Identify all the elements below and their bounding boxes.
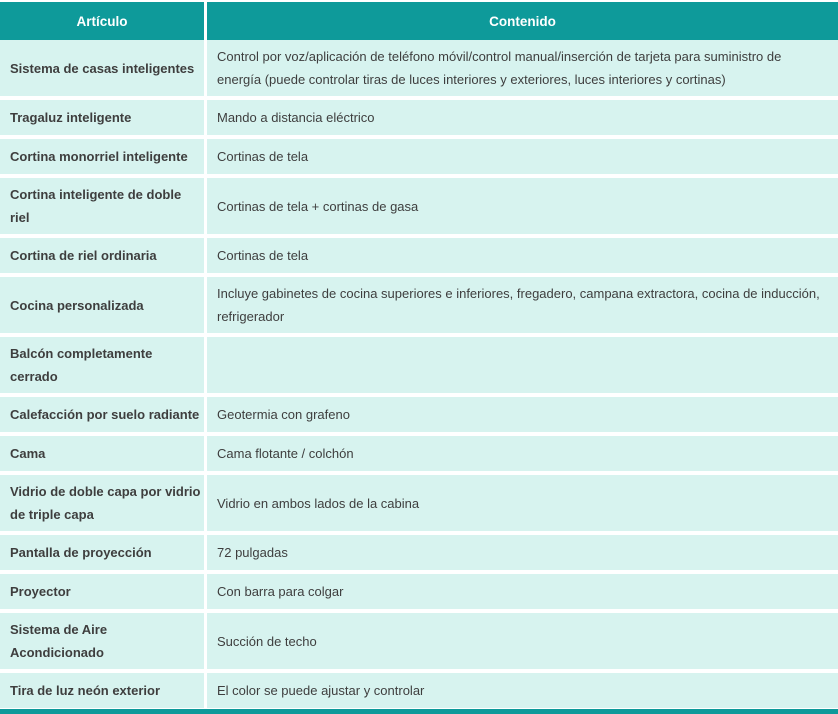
article-text: Cortina de riel ordinaria bbox=[10, 248, 157, 263]
article-cell bbox=[0, 613, 204, 669]
content-cell bbox=[207, 178, 838, 234]
content-cell bbox=[207, 574, 838, 609]
article-cell bbox=[0, 475, 204, 531]
table-row bbox=[0, 238, 838, 273]
content-text: Geotermia con grafeno bbox=[217, 407, 350, 422]
article-text: Cortina monorriel inteligente bbox=[10, 149, 188, 164]
content-cell bbox=[207, 436, 838, 471]
table-row bbox=[0, 535, 838, 570]
table-header-row bbox=[0, 2, 838, 40]
table-row bbox=[0, 673, 838, 708]
article-text: Calefacción por suelo radiante bbox=[10, 407, 200, 422]
content-text: Cortinas de tela + cortinas de gasa bbox=[217, 198, 419, 214]
article-text: Cocina personalizada bbox=[10, 297, 144, 313]
article-cell bbox=[0, 277, 204, 333]
content-text: Cortinas de tela bbox=[217, 149, 309, 164]
table-row bbox=[0, 337, 838, 393]
article-text: Cama bbox=[10, 446, 46, 461]
table-row bbox=[0, 397, 838, 432]
content-cell bbox=[207, 613, 838, 669]
content-text: Mando a distancia eléctrico bbox=[217, 110, 375, 125]
article-text: Proyector bbox=[10, 584, 71, 599]
article-cell bbox=[0, 40, 204, 96]
article-cell bbox=[0, 574, 204, 609]
article-text: Sistema de casas inteligentes bbox=[10, 60, 195, 76]
article-cell bbox=[0, 337, 204, 393]
article-cell bbox=[0, 139, 204, 174]
article-text: Sistema de Aire Acondicionado bbox=[10, 622, 108, 660]
content-text: Con barra para colgar bbox=[217, 584, 344, 599]
content-text: Vidrio en ambos lados de la cabina bbox=[217, 495, 420, 511]
content-cell bbox=[207, 337, 838, 393]
table-body bbox=[0, 40, 838, 708]
content-cell bbox=[207, 475, 838, 531]
article-text: Cortina inteligente de doble riel bbox=[10, 187, 182, 225]
article-cell bbox=[0, 673, 204, 708]
content-text: Control por voz/aplicación de teléfono móvil/control manual/inserción de tarjeta para suministro de energía (puede controlar tiras de luces interiores y exteriores, luces interiores y cortinas) bbox=[217, 49, 782, 87]
article-text: Tira de luz neón exterior bbox=[10, 683, 161, 698]
content-cell bbox=[207, 238, 838, 273]
content-cell bbox=[207, 100, 838, 135]
content-cell bbox=[207, 277, 838, 333]
article-cell bbox=[0, 397, 204, 432]
article-cell bbox=[0, 238, 204, 273]
column-header-articulo: Artículo bbox=[0, 2, 204, 40]
content-text: El color se puede ajustar y controlar bbox=[217, 683, 425, 698]
article-text: Tragaluz inteligente bbox=[10, 110, 132, 125]
content-cell bbox=[207, 397, 838, 432]
content-cell bbox=[207, 40, 838, 96]
table-bottom-border bbox=[0, 709, 838, 714]
content-text: 72 pulgadas bbox=[217, 545, 288, 560]
table-row bbox=[0, 40, 838, 96]
article-cell bbox=[0, 178, 204, 234]
content-cell bbox=[207, 535, 838, 570]
table-row bbox=[0, 178, 838, 234]
table-row bbox=[0, 613, 838, 669]
table-row bbox=[0, 574, 838, 609]
content-text: Succión de techo bbox=[217, 633, 317, 649]
article-text: Vidrio de doble capa por vidrio de triple capa bbox=[10, 484, 201, 522]
table-row bbox=[0, 139, 838, 174]
article-text: Pantalla de proyección bbox=[10, 545, 152, 560]
article-cell bbox=[0, 100, 204, 135]
table-row bbox=[0, 277, 838, 333]
content-text: Cortinas de tela bbox=[217, 248, 309, 263]
table-row bbox=[0, 475, 838, 531]
article-cell bbox=[0, 436, 204, 471]
content-text: Incluye gabinetes de cocina superiores e inferiores, fregadero, campana extractora, cocina de inducción, refrigerador bbox=[217, 286, 820, 324]
table-row bbox=[0, 436, 838, 471]
article-cell bbox=[0, 535, 204, 570]
table-row bbox=[0, 100, 838, 135]
content-cell bbox=[207, 139, 838, 174]
article-text: Balcón completamente cerrado bbox=[10, 346, 153, 384]
content-text: Cama flotante / colchón bbox=[217, 446, 354, 461]
column-header-contenido: Contenido bbox=[207, 2, 838, 40]
content-cell bbox=[207, 673, 838, 708]
